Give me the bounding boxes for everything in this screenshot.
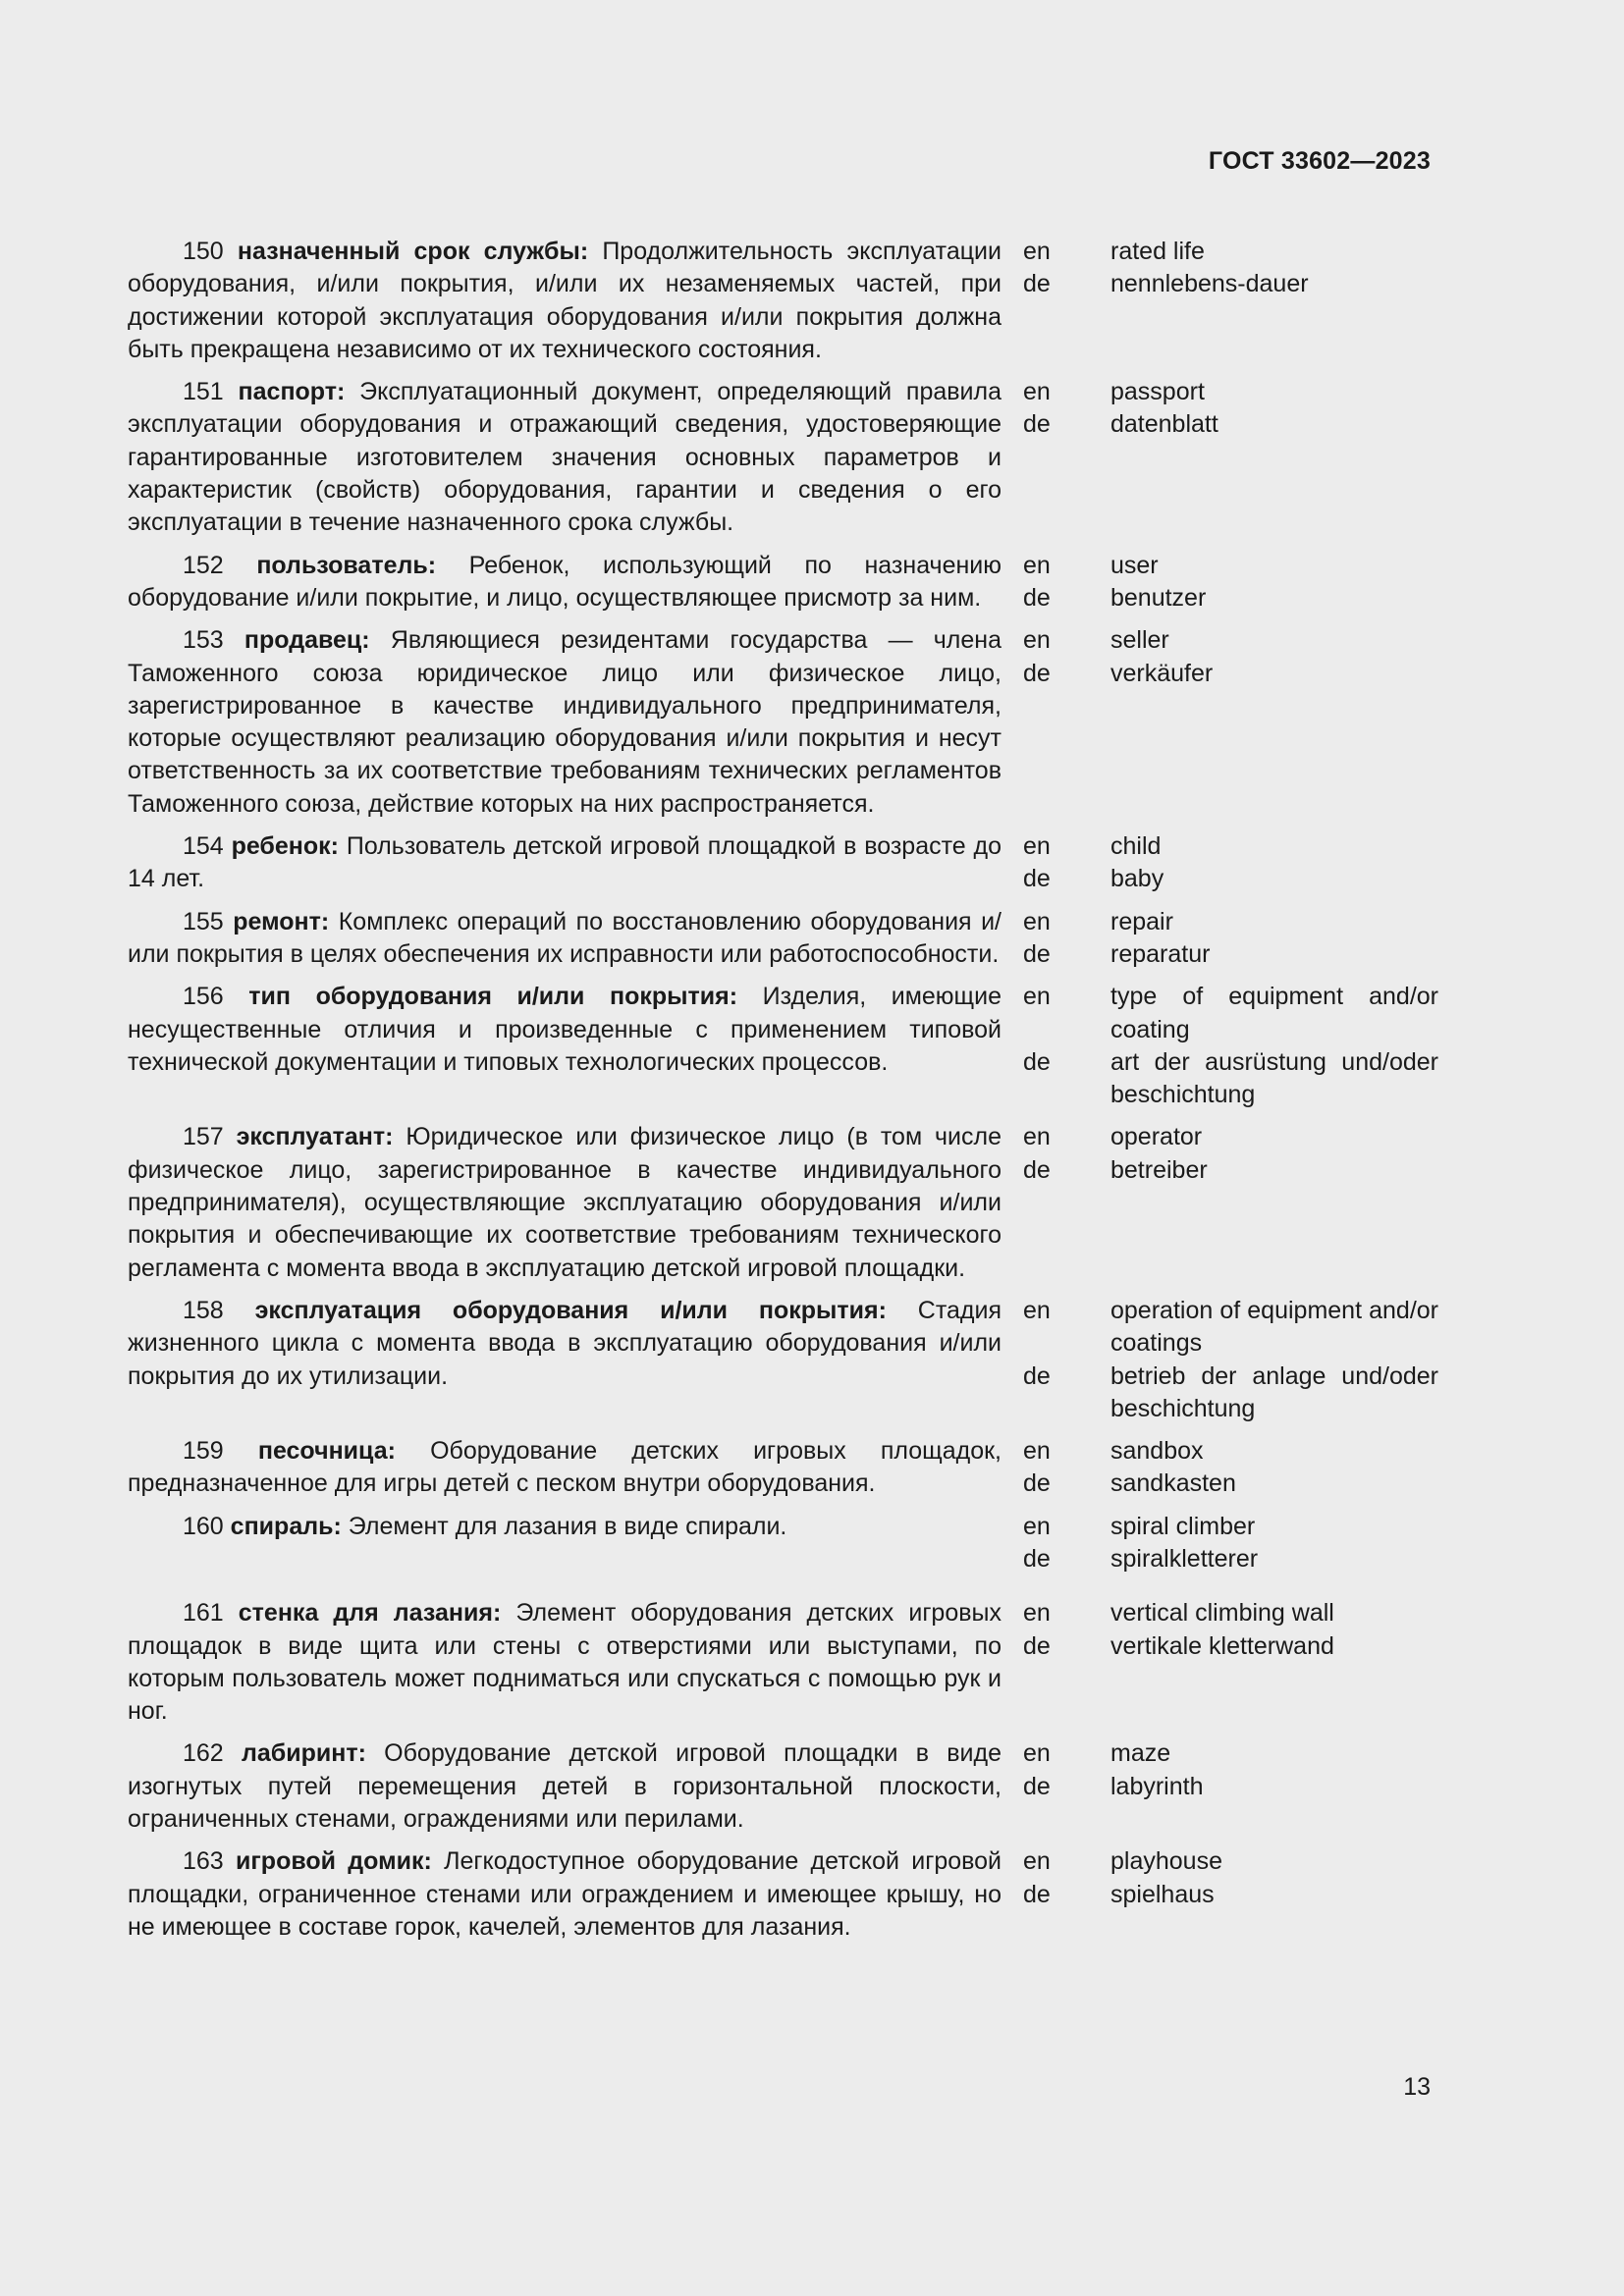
translation-en: seller	[1110, 626, 1169, 655]
translation-en: child	[1110, 832, 1162, 861]
term-entry	[128, 1435, 1434, 1501]
term-definition-text: Пользователь детской игровой площадкой в возрасте до 14 лет.	[128, 832, 1002, 893]
term-definition	[128, 376, 1001, 539]
term-number: 150	[183, 238, 224, 265]
term-number: 153	[183, 626, 224, 655]
term-definition-text: Эксплуатационный документ, определяющий правила эксплуатации оборудования и отражающий сведения, удостоверяющие гарантированные изготовителем значения основных параметров и характеристик (свойств) оборудования, гарантии и сведения о его эксплуатации в течение назначенного срока службы.	[128, 378, 1001, 537]
lang-de-code: de	[1023, 270, 1051, 298]
translation-en: spiral climber	[1110, 1512, 1256, 1540]
translation-en: sandbox	[1110, 1437, 1204, 1466]
translations	[1110, 1511, 1438, 1576]
translations	[1110, 1737, 1438, 1836]
lang-codes	[1023, 981, 1072, 1111]
translation-de: spielhaus	[1110, 1880, 1215, 1908]
term-name: тип оборудования и/или покрытия:	[248, 983, 738, 1011]
term-entry	[128, 1845, 1434, 1944]
lang-en-code: en	[1023, 551, 1051, 579]
translations	[1110, 236, 1438, 366]
term-entry	[128, 624, 1434, 821]
term-name: лабиринт:	[241, 1739, 366, 1768]
translations	[1110, 1597, 1438, 1728]
lang-en-code: en	[1023, 1599, 1051, 1628]
translation-en: operator	[1110, 1123, 1203, 1151]
translation-de: art der ausrüstung und/oder beschichtung	[1110, 1047, 1438, 1109]
translations	[1110, 1435, 1438, 1501]
lang-de-code: de	[1023, 1772, 1051, 1800]
lang-de-code: de	[1023, 939, 1051, 968]
term-definition-text: Продолжительность эксплуатации оборудования, и/или покрытия, и/или их незаменяемых частей, при достижении которой эксплуатация оборудования и/или покрытия должна быть прекращена независимо от их технического состояния.	[128, 238, 1001, 363]
translation-de: benutzer	[1110, 583, 1207, 612]
term-entry	[128, 376, 1434, 539]
term-definition-text: Ребенок, использующий по назначению оборудование и/или покрытие, и лицо, осуществляющее присмотр за ним.	[128, 551, 1001, 612]
term-name: продавец:	[244, 626, 370, 655]
term-definition-text: Оборудование детских игровых площадок, предназначенное для игры детей с песком внутри оборудования.	[128, 1437, 1001, 1498]
term-entry	[128, 1597, 1434, 1728]
term-definition	[128, 550, 1001, 615]
translation-en: type of equipment and/or coating	[1110, 983, 1438, 1043]
term-name: игровой домик:	[236, 1847, 432, 1876]
term-definition-text: Стадия жизненного цикла с момента ввода в эксплуатацию оборудования и/или покрытия до их утилизации.	[128, 1296, 1002, 1390]
lang-en-code: en	[1023, 1437, 1051, 1466]
term-definition	[128, 1295, 1001, 1425]
lang-de-code: de	[1023, 1544, 1051, 1573]
translation-de: reparatur	[1110, 939, 1211, 968]
translation-de: nennlebens-dauer	[1110, 270, 1309, 298]
translation-en: repair	[1110, 907, 1173, 935]
translations	[1110, 1295, 1438, 1425]
lang-de-code: de	[1023, 583, 1051, 612]
lang-codes	[1023, 1121, 1072, 1284]
translation-en: vertical climbing wall	[1110, 1599, 1334, 1628]
term-number: 156	[183, 983, 224, 1011]
translations	[1110, 624, 1438, 821]
term-number: 152	[183, 551, 224, 579]
translation-en: playhouse	[1110, 1847, 1222, 1876]
term-definition-text: Юридическое или физическое лицо (в том числе физическое лицо, зарегистрированное в качестве индивидуального предпринимателя), осуществляющие эксплуатацию оборудования и/или покрытия и обеспечивающие их соответствие требованиям технического регламента с момента ввода в эксплуатацию детской игровой площадки.	[128, 1123, 1002, 1282]
translation-en: passport	[1110, 378, 1205, 406]
term-definition	[128, 1435, 1001, 1501]
term-definition	[128, 1737, 1001, 1836]
lang-codes	[1023, 1737, 1072, 1836]
term-entry	[128, 1737, 1434, 1836]
term-definition	[128, 1121, 1001, 1284]
lang-en-code: en	[1023, 626, 1051, 655]
translations	[1110, 830, 1438, 896]
lang-codes	[1023, 376, 1072, 539]
lang-de-code: de	[1023, 1631, 1051, 1660]
translation-en: operation of equipment and/or coatings	[1110, 1296, 1438, 1358]
document-id: ГОСТ 33602—2023	[1208, 147, 1431, 175]
lang-de-code: de	[1023, 1047, 1051, 1076]
term-definition	[128, 1845, 1001, 1944]
lang-de-code: de	[1023, 659, 1051, 687]
term-name: паспорт:	[238, 378, 346, 406]
term-entry	[128, 236, 1434, 366]
lang-de-code: de	[1023, 1469, 1051, 1498]
term-name: спираль:	[230, 1512, 342, 1540]
translation-de: baby	[1110, 865, 1164, 893]
page-number: 13	[1403, 2073, 1431, 2101]
term-number: 163	[183, 1847, 224, 1876]
term-entry	[128, 1295, 1438, 1425]
term-entry	[128, 906, 1434, 972]
term-definition	[128, 624, 1001, 821]
lang-de-code: de	[1023, 1155, 1051, 1184]
lang-codes	[1023, 1295, 1072, 1425]
translation-de: betreiber	[1110, 1155, 1208, 1184]
lang-codes	[1023, 906, 1072, 972]
lang-codes	[1023, 550, 1072, 615]
lang-codes	[1023, 1845, 1072, 1944]
term-name: эксплуатация оборудования и/или покрытия:	[254, 1296, 887, 1324]
translations	[1110, 550, 1438, 615]
term-number: 159	[183, 1437, 224, 1466]
term-entry	[128, 981, 1438, 1111]
lang-en-code: en	[1023, 1123, 1051, 1151]
term-entry	[128, 550, 1434, 615]
lang-codes	[1023, 624, 1072, 821]
term-number: 161	[183, 1599, 224, 1628]
translations	[1110, 1845, 1438, 1944]
lang-codes	[1023, 1511, 1072, 1576]
term-number: 160	[183, 1512, 224, 1540]
term-entry	[128, 1511, 1434, 1576]
lang-de-code: de	[1023, 1362, 1051, 1390]
terms-list	[128, 236, 1438, 1953]
term-name: ремонт:	[233, 907, 330, 935]
lang-en-code: en	[1023, 983, 1051, 1011]
translation-en: maze	[1110, 1739, 1171, 1768]
lang-de-code: de	[1023, 410, 1051, 439]
term-number: 162	[183, 1739, 224, 1768]
term-definition-text: Элемент для лазания в виде спирали.	[348, 1512, 787, 1540]
translation-de: verkäufer	[1110, 659, 1214, 687]
term-name: назначенный срок службы:	[237, 238, 589, 265]
translation-en: rated life	[1110, 238, 1205, 265]
term-definition-text: Изделия, имеющие несущественные отличия и произведенные с применением типовой технической документации и типовых технологических процессов.	[128, 983, 1001, 1076]
lang-codes	[1023, 236, 1072, 366]
translations	[1110, 1121, 1438, 1284]
term-definition	[128, 830, 1001, 896]
term-definition	[128, 981, 1001, 1111]
translation-de: sandkasten	[1110, 1469, 1236, 1498]
term-definition	[128, 1511, 1001, 1576]
lang-en-code: en	[1023, 907, 1051, 935]
lang-de-code: de	[1023, 865, 1051, 893]
term-name: песочница:	[257, 1437, 396, 1466]
translation-de: labyrinth	[1110, 1772, 1204, 1800]
translation-de: spiralkletterer	[1110, 1544, 1259, 1573]
lang-codes	[1023, 830, 1072, 896]
term-definition-text: Комплекс операций по восстановлению оборудования и/или покрытия в целях обеспечения их исправности или работоспособности.	[128, 907, 1002, 968]
term-entry	[128, 1121, 1434, 1284]
term-definition	[128, 906, 1001, 972]
term-name: ребенок:	[231, 832, 339, 861]
translations	[1110, 981, 1438, 1111]
term-name: эксплуатант:	[236, 1123, 394, 1151]
term-number: 151	[183, 378, 224, 406]
term-number: 154	[183, 832, 224, 861]
translations	[1110, 906, 1438, 972]
term-entry	[128, 830, 1434, 896]
term-definition-text: Легкодоступное оборудование детской игровой площадки, ограниченное стенами или ограждением и имеющее крышу, но не имеющее в составе горок, качелей, элементов для лазания.	[128, 1847, 1001, 1941]
lang-en-code: en	[1023, 1512, 1051, 1540]
lang-en-code: en	[1023, 1739, 1051, 1768]
term-definition-text: Оборудование детской игровой площадки в виде изогнутых путей перемещения детей в горизонтальной плоскости, ограниченных стенами, ограждениями или перилами.	[128, 1739, 1001, 1834]
translation-de: betrieb der anlage und/oder beschichtung	[1110, 1362, 1438, 1422]
lang-en-code: en	[1023, 378, 1051, 406]
lang-de-code: de	[1023, 1880, 1051, 1908]
term-name: стенка для лазания:	[238, 1599, 502, 1628]
term-definition-text: Являющиеся резидентами государства — члена Таможенного союза юридическое лицо или физическое лицо, зарегистрированное в качестве индивидуального предпринимателя, которые осуществляют реализацию оборудования и/или покрытия и несут ответственность за их соответствие требованиям технических регламентов Таможенного союза, действие которых на них распространяется.	[128, 626, 1001, 818]
translation-en: user	[1110, 551, 1159, 579]
term-definition	[128, 1597, 1001, 1728]
lang-en-code: en	[1023, 238, 1051, 265]
lang-codes	[1023, 1597, 1072, 1728]
lang-codes	[1023, 1435, 1072, 1501]
term-number: 157	[183, 1123, 224, 1151]
term-name: пользователь:	[256, 551, 437, 579]
term-number: 155	[183, 907, 224, 935]
term-definition	[128, 236, 1001, 366]
lang-en-code: en	[1023, 1847, 1051, 1876]
translation-de: datenblatt	[1110, 410, 1218, 439]
lang-en-code: en	[1023, 1296, 1051, 1324]
translation-de: vertikale kletterwand	[1110, 1631, 1334, 1660]
lang-en-code: en	[1023, 832, 1051, 861]
term-definition-text: Элемент оборудования детских игровых площадок в виде щита или стены с отверстиями или выступами, по которым пользователь может подниматься или спускаться с помощью рук и ног.	[128, 1599, 1001, 1726]
term-number: 158	[183, 1296, 224, 1324]
translations	[1110, 376, 1438, 539]
